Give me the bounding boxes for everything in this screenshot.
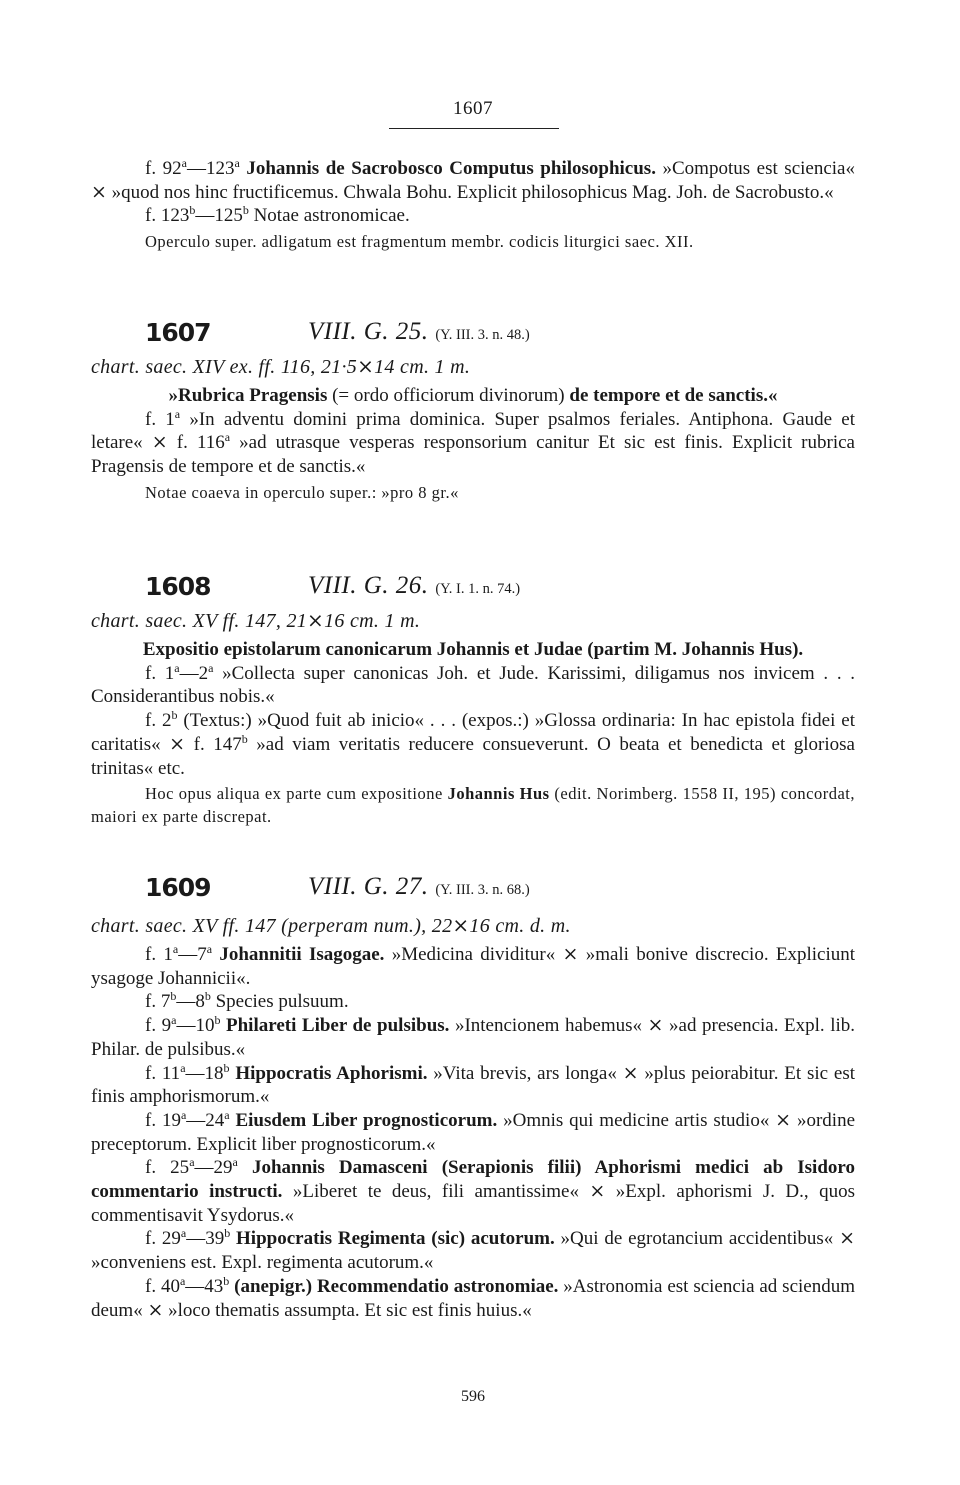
item-text: »ad viam veritatis reducere consueverunt. O beata et benedicta et gloriosa trinitas« etc. <box>91 733 855 779</box>
entry-1608 <box>91 572 855 828</box>
preamble-paragraph-1 <box>91 157 855 204</box>
entry-1609 <box>91 873 855 1322</box>
folio-sup: a <box>180 1226 187 1241</box>
folio-sup: a <box>224 430 231 445</box>
folio-sup: a <box>232 1155 238 1170</box>
entry-number: 1609 <box>145 873 211 902</box>
folio-sup: a <box>179 1273 186 1288</box>
old-reference: (Y. I. 1. n. 74.) <box>435 581 521 597</box>
folio-ref: f. 92 <box>145 158 182 179</box>
signature-text: VIII. G. 25. <box>308 318 429 345</box>
item-text: »Omnis qui medicine artis studio« ⨯ »ordine preceptorum. Explicit liber prognosticorum.« <box>91 1109 856 1155</box>
item-text: »Liberet te deus, fili amantissime« ⨯ »Expl. aphorismi J. D., quos commentisavit Ysydorus.« <box>91 1181 855 1226</box>
folio-sup: a <box>181 156 187 170</box>
folio-ref: —123 <box>186 158 235 179</box>
folio-sup: b <box>171 708 178 723</box>
folio-ref: —2 <box>179 662 209 684</box>
entry-meta: chart. saec. XIV ex. ff. 116, 21·5⨯14 cm. 1 m. <box>91 356 471 378</box>
shelf-signature <box>308 873 530 901</box>
list-item <box>91 943 855 990</box>
item-text: (Textus:) »Quod fuit ab inicio« . . . (expos.:) »Glossa ordinaria: In hac epistola fidei et caritatis« ⨯ f. 147 <box>91 710 855 755</box>
entry-1607 <box>91 318 855 504</box>
folio-sup: a <box>172 942 179 956</box>
folio-sup: a <box>224 1107 230 1122</box>
shelf-signature <box>308 318 530 346</box>
item-text: »In adventu domini prima dominica. Super psalmos feriales. Antiphona. Gaude et letare« ⨯ f. 116 <box>91 408 855 454</box>
folio-ref: f. 11 <box>145 1062 181 1084</box>
list-item <box>91 1275 855 1322</box>
item-text: Species pulsuum. <box>210 991 349 1013</box>
folio-ref: f. 19 <box>145 1109 181 1131</box>
entry-meta: chart. saec. XV ff. 147, 21⨯16 cm. 1 m. <box>91 610 421 632</box>
folio-sup: b <box>223 1273 230 1288</box>
entry-title <box>91 384 855 408</box>
note-text: Hoc opus aliqua ex parte cum expositione <box>145 784 448 804</box>
item-text: »Medicina dividitur« ⨯ »mali bonive discrecio. Expliciunt ysagoge Johannicii«. <box>91 944 856 989</box>
item-text: »Collecta super canonicas Joh. et Jude. Karissimi, diligamus nos invicem . . . Considerantibus nobis.« <box>91 662 855 708</box>
entry-meta: chart. saec. XV ff. 147 (perperam num.), 22⨯16 cm. d. m. <box>91 915 571 937</box>
folio-sup: b <box>189 203 196 218</box>
entry-text-1 <box>91 662 855 709</box>
folio-ref: —24 <box>186 1109 225 1131</box>
work-title: Johannis de Sacrobosco Computus philosophicus. <box>239 158 656 179</box>
incipit-explicit: »Compotus est sciencia« ⨯ »quod nos hinc fructificemus. Chwala Bohu. Explicit philosophicus Mag. Joh. de Sacrobusto.« <box>91 158 855 203</box>
preamble-block <box>91 157 855 254</box>
header-rule <box>389 128 559 129</box>
entry-heading <box>91 873 855 909</box>
item-text: »Astronomia est sciencia ad sciendum deum« ⨯ »loco thematis assumpta. Et sic est finis huius.« <box>91 1275 855 1321</box>
signature-text: VIII. G. 27. <box>308 873 429 900</box>
work-title: Philareti Liber de pulsibus. <box>220 1015 450 1037</box>
folio-sup: a <box>174 660 180 675</box>
work-title: Hippocratis Regimenta (sic) acutorum. <box>230 1228 555 1250</box>
work-title: (anepigr.) Recommendatio astronomiae. <box>229 1275 559 1297</box>
old-reference: (Y. III. 3. n. 68.) <box>435 882 530 898</box>
list-item <box>91 1227 855 1274</box>
folio-ref: —18 <box>185 1062 224 1084</box>
folio-ref: f. 1 <box>145 662 175 684</box>
folio-ref: f. 2 <box>145 710 172 732</box>
folio-sup: a <box>180 1060 186 1075</box>
folio-sup: a <box>206 942 213 956</box>
list-item <box>91 1156 855 1227</box>
entry-heading <box>91 572 855 608</box>
preamble-note: Operculo super. adligatum est fragmentum membr. codicis liturgici saec. XII. <box>145 232 694 252</box>
folio-ref: f. 29 <box>145 1228 181 1250</box>
folio-ref: f. 25 <box>145 1157 190 1179</box>
entry-title: Expositio epistolarum canonicarum Johannis et Judae (partim M. Johannis Hus). <box>142 639 804 660</box>
title-bold: »Rubrica Pragensis <box>168 385 328 406</box>
folio-sup: a <box>234 156 240 170</box>
entry-number: 1607 <box>145 318 211 347</box>
page-header-number: 1607 <box>453 98 493 119</box>
item-text: »Qui de egrotancium accidentibus« ⨯ »conveniens est. Expl. regimenta acutorum.« <box>91 1228 856 1274</box>
item-text: »Intencionem habemus« ⨯ »ad presencia. Expl. lib. Philar. de pulsibus.« <box>91 1015 856 1060</box>
item-text: Notae astronomicae. <box>248 205 410 227</box>
folio-sup: b <box>170 989 177 1004</box>
folio-sup: a <box>171 1013 177 1028</box>
entry-text <box>91 408 855 479</box>
folio-ref: —10 <box>176 1015 215 1037</box>
note-bold: Johannis Hus <box>447 784 550 804</box>
old-reference: (Y. III. 3. n. 48.) <box>435 327 530 343</box>
title-bold: de tempore et de sanctis.« <box>569 385 778 406</box>
folio-sup: b <box>204 989 211 1004</box>
folio-sup: b <box>242 203 249 218</box>
work-title: Eiusdem Liber prognosticorum. <box>229 1109 498 1131</box>
folio-ref: f. 9 <box>145 1015 172 1037</box>
folio-sup: b <box>223 1060 230 1075</box>
entry-note <box>91 783 855 828</box>
list-item <box>91 1062 855 1109</box>
folio-sup: a <box>189 1155 195 1170</box>
item-text: »Vita brevis, ars longa« ⨯ »plus peiorabitur. Et sic est finis amphorismorum.« <box>91 1062 856 1108</box>
entry-text-2 <box>91 709 855 780</box>
folio-ref: f. 1 <box>145 944 173 965</box>
folio-ref: f. 7 <box>145 991 171 1013</box>
work-title: Johannis Damasceni (Serapionis filii) Aphorismi medici ab Isidoro commentario instructi. <box>91 1157 855 1203</box>
item-list <box>91 943 855 1322</box>
folio-ref: —8 <box>176 991 205 1013</box>
folio-sup: a <box>208 660 214 675</box>
document-page <box>91 0 855 1485</box>
folio-sup: b <box>214 1013 221 1028</box>
work-title: Hippocratis Aphorismi. <box>229 1062 428 1084</box>
folio-ref: f. 40 <box>145 1275 180 1297</box>
preamble-paragraph-2 <box>91 204 855 228</box>
entry-heading <box>91 318 855 354</box>
folio-ref: f. 1 <box>145 408 175 430</box>
item-text: »ad utrasque vesperas responsorium canitur Et sic est finis. Explicit rubrica Pragensis de tempore et de sanctis.« <box>91 432 855 478</box>
folio-ref: f. 123 <box>145 205 190 227</box>
folio-ref: —39 <box>186 1228 225 1250</box>
title-normal: (= ordo officiorum divinorum) <box>327 385 570 406</box>
entry-number: 1608 <box>145 572 211 601</box>
folio-ref: —7 <box>178 944 207 965</box>
entry-note: Notae coaeva in operculo super.: »pro 8 gr.« <box>145 482 459 502</box>
folio-sup: b <box>241 731 248 746</box>
list-item <box>91 1014 855 1061</box>
page-footer-folio: 596 <box>461 1388 485 1405</box>
list-item <box>91 1109 855 1156</box>
folio-sup: a <box>174 406 181 421</box>
list-item <box>91 990 855 1014</box>
note-text: (edit. Norimberg. 1558 II, 195) concordat, maiori ex parte discrepat. <box>91 784 855 826</box>
folio-sup: a <box>180 1107 187 1122</box>
shelf-signature <box>308 572 520 600</box>
folio-ref: —29 <box>194 1157 233 1179</box>
signature-text: VIII. G. 26. <box>308 572 429 599</box>
work-title: Johannitii Isagogae. <box>212 944 385 965</box>
folio-sup: b <box>224 1226 231 1241</box>
folio-ref: —43 <box>185 1275 224 1297</box>
folio-ref: —125 <box>195 205 243 227</box>
